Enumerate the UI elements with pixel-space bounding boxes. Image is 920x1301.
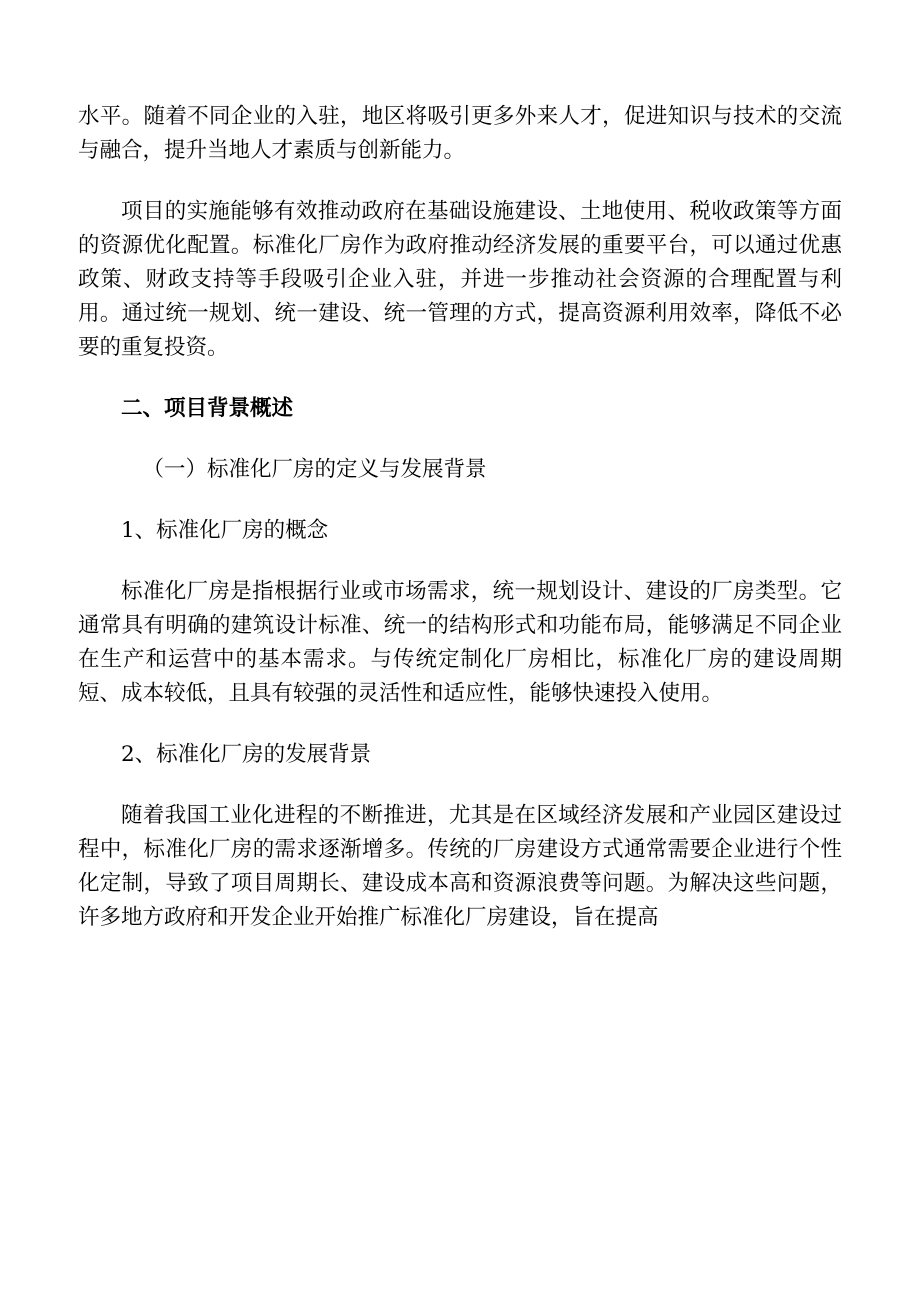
subsection-heading-definition: （一）标准化厂房的定义与发展背景 (142, 457, 487, 482)
item-heading-concept: 1、标准化厂房的概念 (121, 518, 329, 543)
paragraph-resource-allocation: 项目的实施能够有效推动政府在基础设施建设、土地使用、税收政策等方面的资源优化配置。标准化厂房作为政府推动经济发展的重要平台，可以通过优惠政策、财政支持等手段吸引企业入驻，并进一步推动社会资源的合理配置与利用。通过统一规划、统一建设、统一管理的方式，提高资源利用效率，降低不必要的重复投资。 (78, 199, 842, 360)
item-heading-development: 2、标准化厂房的发展背景 (121, 742, 372, 767)
paragraph-development: 随着我国工业化进程的不断推进，尤其是在区域经济发展和产业园区建设过程中，标准化厂房的需求逐渐增多。传统的厂房建设方式通常需要企业进行个性化定制，导致了项目周期长、建设成本高和资源浪费等问题。为解决这些问题，许多地方政府和开发企业开始推广标准化厂房建设，旨在提高 (78, 803, 842, 930)
paragraph-concept: 标准化厂房是指根据行业或市场需求，统一规划设计、建设的厂房类型。它通常具有明确的建筑设计标准、统一的结构形式和功能布局，能够满足不同企业在生产和运营中的基本需求。与传统定制化厂房相比，标准化厂房的建设周期短、成本较低，且具有较强的灵活性和适应性，能够快速投入使用。 (78, 579, 842, 706)
paragraph-continued: 水平。随着不同企业的入驻，地区将吸引更多外来人才，促进知识与技术的交流与融合，提升当地人才素质与创新能力。 (78, 104, 842, 163)
section-heading-background: 二、项目背景概述 (121, 396, 294, 421)
